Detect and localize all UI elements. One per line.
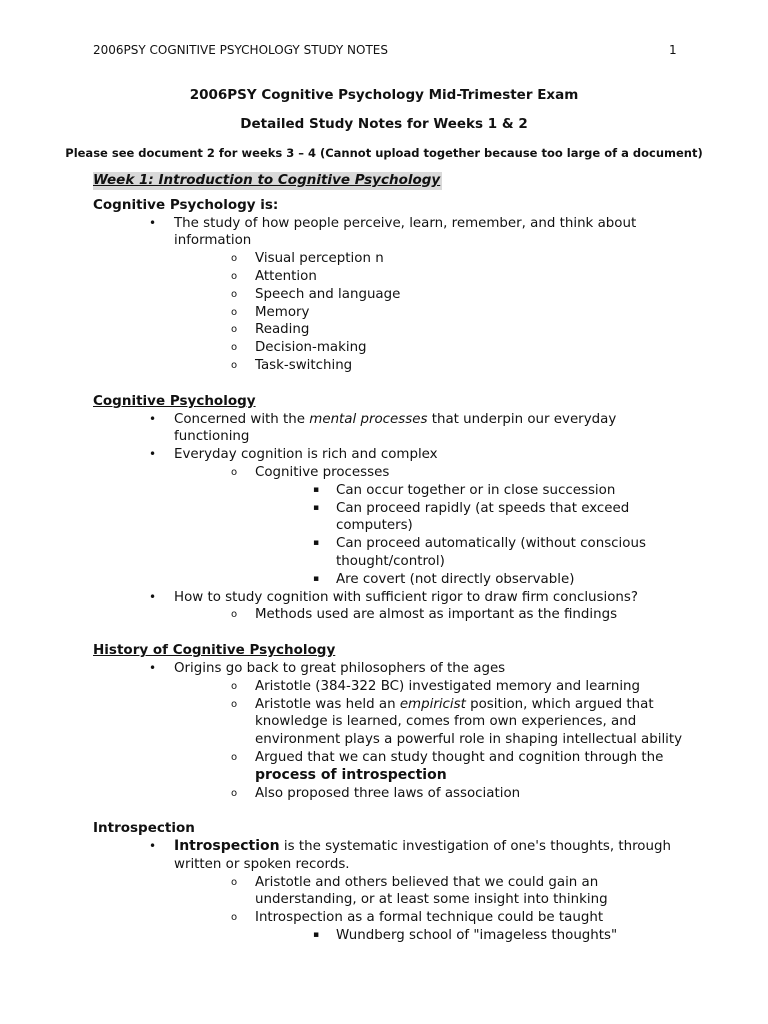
list-item: • Origins go back to great philosophers of the ages: [149, 660, 506, 676]
bullet-icon: •: [149, 660, 157, 675]
circle-bullet-icon: o: [231, 751, 238, 763]
square-bullet-icon: ▪: [313, 538, 320, 549]
list-item: • Introspection is the systematic investigation of one's thoughts, through written or spoken records.: [149, 838, 671, 872]
list-item: o Methods used are almost as important as the findings: [231, 607, 618, 623]
list-item: ▪ Are covert (not directly observable): [313, 571, 575, 587]
list-item: ▪ Can occur together or in close succession: [313, 482, 616, 498]
section-heading: History of Cognitive Psychology: [93, 642, 336, 659]
circle-bullet-icon: o: [231, 324, 238, 336]
section-heading: Cognitive Psychology is:: [93, 196, 279, 213]
circle-bullet-icon: o: [231, 787, 238, 799]
list-item: • The study of how people perceive, learn, remember, and think about information: [149, 215, 637, 249]
list-item: • How to study cognition with sufficient rigor to draw firm conclusions?: [149, 589, 638, 605]
circle-bullet-icon: o: [231, 359, 238, 371]
bullet-icon: •: [149, 411, 157, 426]
square-bullet-icon: ▪: [313, 573, 320, 584]
list-item: o Cognitive processes: [231, 464, 390, 480]
bullet-icon: •: [149, 839, 157, 854]
notes-body: [93, 170, 683, 945]
page-number: 1: [669, 43, 677, 57]
circle-bullet-icon: o: [231, 912, 238, 924]
list-item: o Aristotle was held an empiricist position, which argued that knowledge is learned, comes from own experiences, and environment plays a powerful role in shaping intellectual ability: [231, 696, 683, 748]
circle-bullet-icon: o: [231, 342, 238, 354]
bullet-icon: •: [149, 215, 157, 230]
circle-bullet-icon: o: [231, 288, 238, 300]
circle-bullet-icon: o: [231, 698, 238, 710]
list-item: o Reading: [231, 322, 310, 338]
circle-bullet-icon: o: [231, 876, 238, 888]
list-item: o Visual perception n: [231, 251, 384, 267]
list-item: • Concerned with the mental processes that underpin our everyday functioning: [149, 411, 617, 445]
section-heading: Cognitive Psychology: [93, 392, 256, 409]
document-note: Please see document 2 for weeks 3 – 4 (Cannot upload together because too large of a document): [65, 146, 703, 160]
circle-bullet-icon: o: [231, 609, 238, 621]
square-bullet-icon: ▪: [313, 502, 320, 513]
square-bullet-icon: ▪: [313, 930, 320, 941]
list-item: o Aristotle and others believed that we could gain an understanding, or at least some insight into thinking: [231, 874, 608, 908]
bullet-icon: •: [149, 589, 157, 604]
list-item: • Everyday cognition is rich and complex: [149, 447, 438, 463]
bullet-icon: •: [149, 447, 157, 462]
circle-bullet-icon: o: [231, 680, 238, 692]
list-item: o Introspection as a formal technique could be taught: [231, 910, 604, 926]
list-item: o Attention: [231, 268, 317, 284]
circle-bullet-icon: o: [231, 270, 238, 282]
circle-bullet-icon: o: [231, 253, 238, 265]
document-subtitle: Detailed Study Notes for Weeks 1 & 2: [240, 116, 528, 132]
document-title: 2006PSY Cognitive Psychology Mid-Trimester Exam: [189, 87, 579, 103]
list-item: o Memory: [231, 304, 310, 320]
running-header: 2006PSY COGNITIVE PSYCHOLOGY STUDY NOTES: [93, 43, 388, 57]
circle-bullet-icon: o: [231, 466, 238, 478]
circle-bullet-icon: o: [231, 306, 238, 318]
list-item: o Speech and language: [231, 286, 401, 302]
section-heading: Introspection: [93, 820, 195, 837]
list-item: ▪ Can proceed rapidly (at speeds that exceed computers): [313, 500, 630, 534]
list-item: o Decision-making: [231, 340, 367, 356]
list-item: ▪ Wundberg school of "imageless thoughts": [313, 928, 618, 944]
list-item: ▪ Can proceed automatically (without conscious thought/control): [313, 536, 646, 569]
week-heading: Week 1: Introduction to Cognitive Psychology: [93, 172, 441, 188]
list-item: o Argued that we can study thought and cognition through the process of introspection: [231, 749, 664, 783]
list-item: o Task-switching: [231, 357, 353, 373]
square-bullet-icon: ▪: [313, 484, 320, 495]
list-item: o Also proposed three laws of association: [231, 785, 521, 801]
list-item: o Aristotle (384-322 BC) investigated memory and learning: [231, 678, 641, 694]
